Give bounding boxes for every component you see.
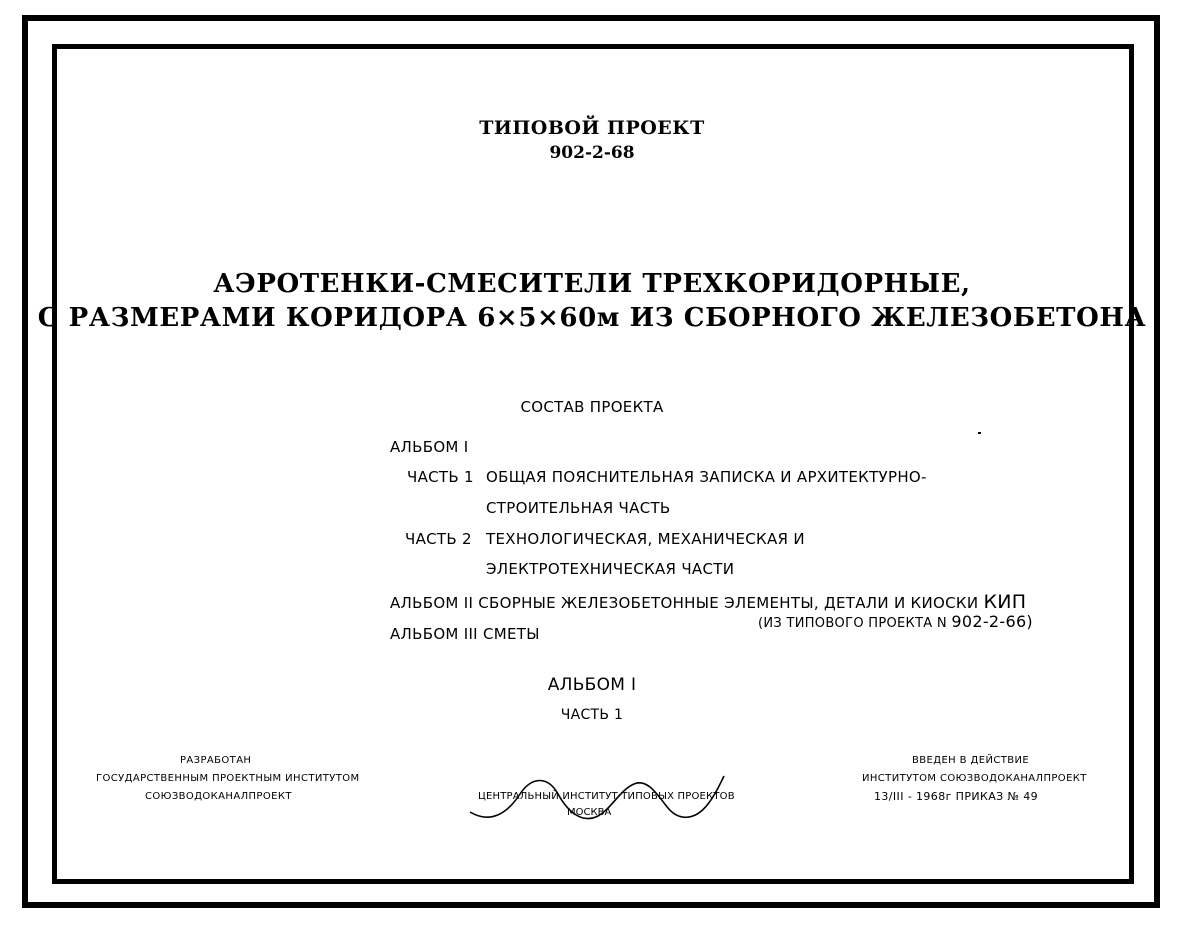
album-2-note-number: 902-2-66) [951,612,1033,631]
part-2-text-line-2: ЭЛЕКТРОТЕХНИЧЕСКАЯ ЧАСТИ [486,560,735,578]
introduced-line-3: 13/III - 1968г ПРИКАЗ № 49 [874,790,1039,803]
album-2-source-note [758,612,1033,631]
album-3-line: АЛЬБОМ III СМЕТЫ [390,625,540,643]
current-part-heading: ЧАСТЬ 1 [560,707,624,723]
developer-line-2: ГОСУДАРСТВЕННЫМ ПРОЕКТНЫМ ИНСТИТУТОМ [96,773,360,784]
developer-line-3: СОЮЗВОДОКАНАЛПРОЕКТ [145,791,292,802]
project-number: 902-2-68 [549,143,635,163]
part-1-label: ЧАСТЬ 1 [407,468,474,486]
part-2-text-line-1: ТЕХНОЛОГИЧЕСКАЯ, МЕХАНИЧЕСКАЯ И [486,530,805,548]
album-1-label: АЛЬБОМ I [390,438,469,456]
album-2-note-prefix: (ИЗ ТИПОВОГО ПРОЕКТА N [758,616,947,631]
album-2-kip: КИП [983,591,1027,613]
stamp-city: МОСКВА [567,807,612,818]
stamp-institute: ЦЕНТРАЛЬНЫЙ ИНСТИТУТ ТИПОВЫХ ПРОЕКТОВ [478,791,735,802]
current-album-heading: АЛЬБОМ I [547,675,637,695]
introduced-line-2: ИНСТИТУТОМ СОЮЗВОДОКАНАЛПРОЕКТ [862,773,1087,784]
part-1-text-line-1: ОБЩАЯ ПОЯСНИТЕЛЬНАЯ ЗАПИСКА И АРХИТЕКТУРНО- [486,468,927,486]
part-2-label: ЧАСТЬ 2 [405,530,472,548]
composition-heading: СОСТАВ ПРОЕКТА [520,398,664,416]
album-2-line [390,591,1026,613]
part-1-text-line-2: СТРОИТЕЛЬНАЯ ЧАСТЬ [486,499,671,517]
main-title-line-2: С РАЗМЕРАМИ КОРИДОРА 6×5×60м ИЗ СБОРНОГО ЖЕЛЕЗОБЕТОНА [37,303,1147,333]
introduced-line-1: ВВЕДЕН В ДЕЙСТВИЕ [912,755,1030,766]
standard-project-title: ТИПОВОЙ ПРОЕКТ [479,117,705,139]
main-title-line-1: АЭРОТЕНКИ-СМЕСИТЕЛИ ТРЕХКОРИДОРНЫЕ, [213,269,971,299]
album-2-text: АЛЬБОМ II СБОРНЫЕ ЖЕЛЕЗОБЕТОННЫЕ ЭЛЕМЕНТЫ, ДЕТАЛИ И КИОСКИ [390,594,979,612]
developer-line-1: РАЗРАБОТАН [180,755,252,766]
scan-speck [978,432,981,434]
